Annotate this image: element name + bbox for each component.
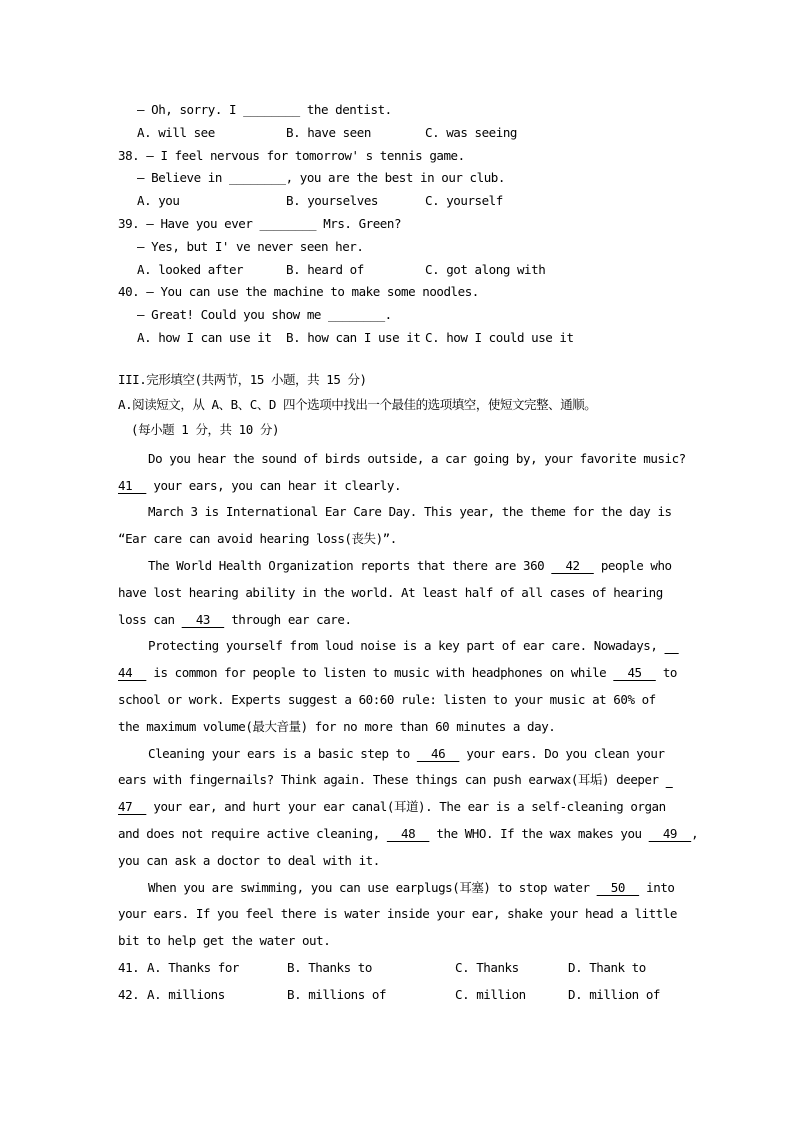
text-line (0, 741, 794, 768)
blank-underline: 47 (118, 799, 147, 815)
blank-underline: 46 (416, 745, 460, 761)
text-segment: through ear care. (224, 611, 352, 627)
text-segment: have lost hearing ability in the world. At least half of all cases of hearing (118, 584, 663, 600)
answer-option: D. Thank to (568, 959, 646, 975)
text-segment: and does not require active cleaning, (118, 825, 387, 841)
answer-option: C. million (455, 986, 526, 1002)
answer-option: C. got along with (425, 261, 546, 277)
text-line (0, 553, 794, 580)
answer-option: B. how can I use it (286, 329, 421, 345)
text-line (0, 928, 794, 955)
answer-option: C. yourself (425, 193, 503, 209)
text-line (0, 473, 794, 500)
text-line (0, 848, 794, 875)
text-segment: your ears. Do you clean your (459, 745, 665, 761)
text-segment: , (691, 825, 699, 841)
text-line (0, 633, 794, 660)
answer-option: B. millions of (287, 986, 387, 1002)
text-segment: — Oh, sorry. I ________ the dentist. (137, 102, 392, 117)
option-row (0, 327, 794, 350)
text-line (0, 660, 794, 687)
answer-option: C. Thanks (455, 959, 519, 975)
blank-underline: 50 (596, 879, 640, 895)
answer-option: C. how I could use it (425, 329, 574, 345)
blank-underline: 41 (118, 477, 147, 493)
text-segment: you can ask a doctor to deal with it. (118, 852, 380, 868)
text-segment: your ear, and hurt your ear canal(耳道). The ear is a self-cleaning organ (146, 799, 666, 815)
section-instruction (0, 392, 794, 417)
blank-underline: 42 (551, 557, 594, 573)
answer-option: B. heard of (286, 261, 364, 277)
option-row (0, 955, 794, 982)
option-row (0, 259, 794, 282)
text-line (0, 236, 794, 259)
text-line (0, 526, 794, 553)
text-segment: Cleaning your ears is a basic step to (148, 745, 417, 761)
text-line (0, 580, 794, 607)
option-row (0, 122, 794, 145)
text-segment: your ears. If you feel there is water inside your ear, shake your head a little (118, 906, 677, 922)
answer-option: D. million of (568, 986, 660, 1002)
text-line (0, 304, 794, 327)
text-line (0, 607, 794, 634)
text-segment: — Believe in ________, you are the best in our club. (137, 170, 505, 186)
text-line (0, 821, 794, 848)
text-segment: 38. — I feel nervous for tomorrow' s tennis game. (118, 147, 465, 163)
section-heading (0, 367, 794, 392)
answer-option: A. how I can use it (137, 329, 272, 345)
text-line (0, 794, 794, 821)
text-segment: to (655, 665, 678, 681)
question-number: 42. (118, 986, 147, 1002)
text-line (0, 145, 794, 168)
text-segment: 39. — Have you ever ________ Mrs. Green? (118, 215, 402, 231)
answer-option: B. Thanks to (287, 959, 372, 975)
text-line (0, 875, 794, 902)
answer-option: A. millions (147, 986, 225, 1002)
section-instruction (0, 417, 794, 442)
text-segment: is common for people to listen to music with headphones on while (146, 665, 614, 681)
blank-underline (665, 638, 679, 653)
text-segment: the WHO. If the wax makes you (429, 825, 649, 841)
blank-underline: 49 (648, 825, 692, 841)
text-segment: school or work. Experts suggest a 60:60 rule: listen to your music at 60% of (118, 691, 656, 707)
text-segment: people who (593, 557, 672, 573)
text-segment: ears with fingernails? Think again. These things can push earwax(耳垢) deeper (118, 772, 666, 788)
blank-underline: 44 (118, 665, 147, 681)
text-segment: III.完形填空(共两节，15 小题，共 15 分) (118, 371, 367, 387)
text-line (0, 901, 794, 928)
text-segment: loss can (118, 611, 182, 627)
text-segment: The World Health Organization reports that there are 360 (148, 557, 552, 573)
answer-option: A. will see (137, 124, 215, 140)
text-segment: bit to help get the water out. (118, 933, 331, 949)
text-segment: into (639, 879, 675, 895)
text-segment: the maximum volume(最大音量) for no more than 60 minutes a day. (118, 718, 556, 734)
text-segment: A.阅读短文，从 A、B、C、D 四个选项中找出一个最佳的选项填空，使短文完整、通顺。 (118, 396, 597, 412)
answer-option: A. you (137, 193, 180, 209)
option-row (0, 190, 794, 213)
text-segment: Protecting yourself from loud noise is a key part of ear care. Nowadays, (148, 638, 665, 654)
text-segment: (每小题 1 分，共 10 分) (131, 421, 280, 437)
question-number: 41. (118, 959, 147, 975)
answer-option: B. have seen (286, 124, 371, 140)
answer-option: B. yourselves (286, 193, 378, 209)
cloze-passage (0, 446, 794, 1009)
text-segment: 40. — You can use the machine to make some noodles. (118, 284, 479, 300)
text-line (0, 767, 794, 794)
blank-underline (666, 772, 673, 787)
blank-underline: 48 (386, 825, 430, 841)
option-row (0, 982, 794, 1009)
text-segment: your ears, you can hear it clearly. (146, 477, 402, 493)
text-segment: March 3 is International Ear Care Day. This year, the theme for the day is (148, 504, 672, 520)
text-segment: “Ear care can avoid hearing loss(丧失)”. (118, 531, 397, 547)
text-line (0, 499, 794, 526)
blank-underline: 43 (181, 611, 225, 627)
text-line (0, 687, 794, 714)
text-line (0, 167, 794, 190)
text-line (0, 213, 794, 236)
text-segment: — Yes, but I' ve never seen her. (137, 238, 364, 254)
blank-underline: 45 (613, 665, 656, 681)
answer-option: C. was seeing (425, 124, 517, 140)
text-line (0, 281, 794, 304)
text-line (0, 714, 794, 741)
answer-option: A. looked after (137, 261, 244, 277)
text-line (0, 99, 794, 122)
text-segment: Do you hear the sound of birds outside, a car going by, your favorite music? (148, 450, 686, 466)
text-segment: — Great! Could you show me ________. (137, 307, 392, 323)
text-line (0, 446, 794, 473)
cloze-section-header (0, 367, 794, 442)
text-segment: When you are swimming, you can use earplugs(耳塞) to stop water (148, 879, 597, 895)
answer-option: A. Thanks for (147, 959, 239, 975)
grammar-multiple-choice (0, 99, 794, 350)
